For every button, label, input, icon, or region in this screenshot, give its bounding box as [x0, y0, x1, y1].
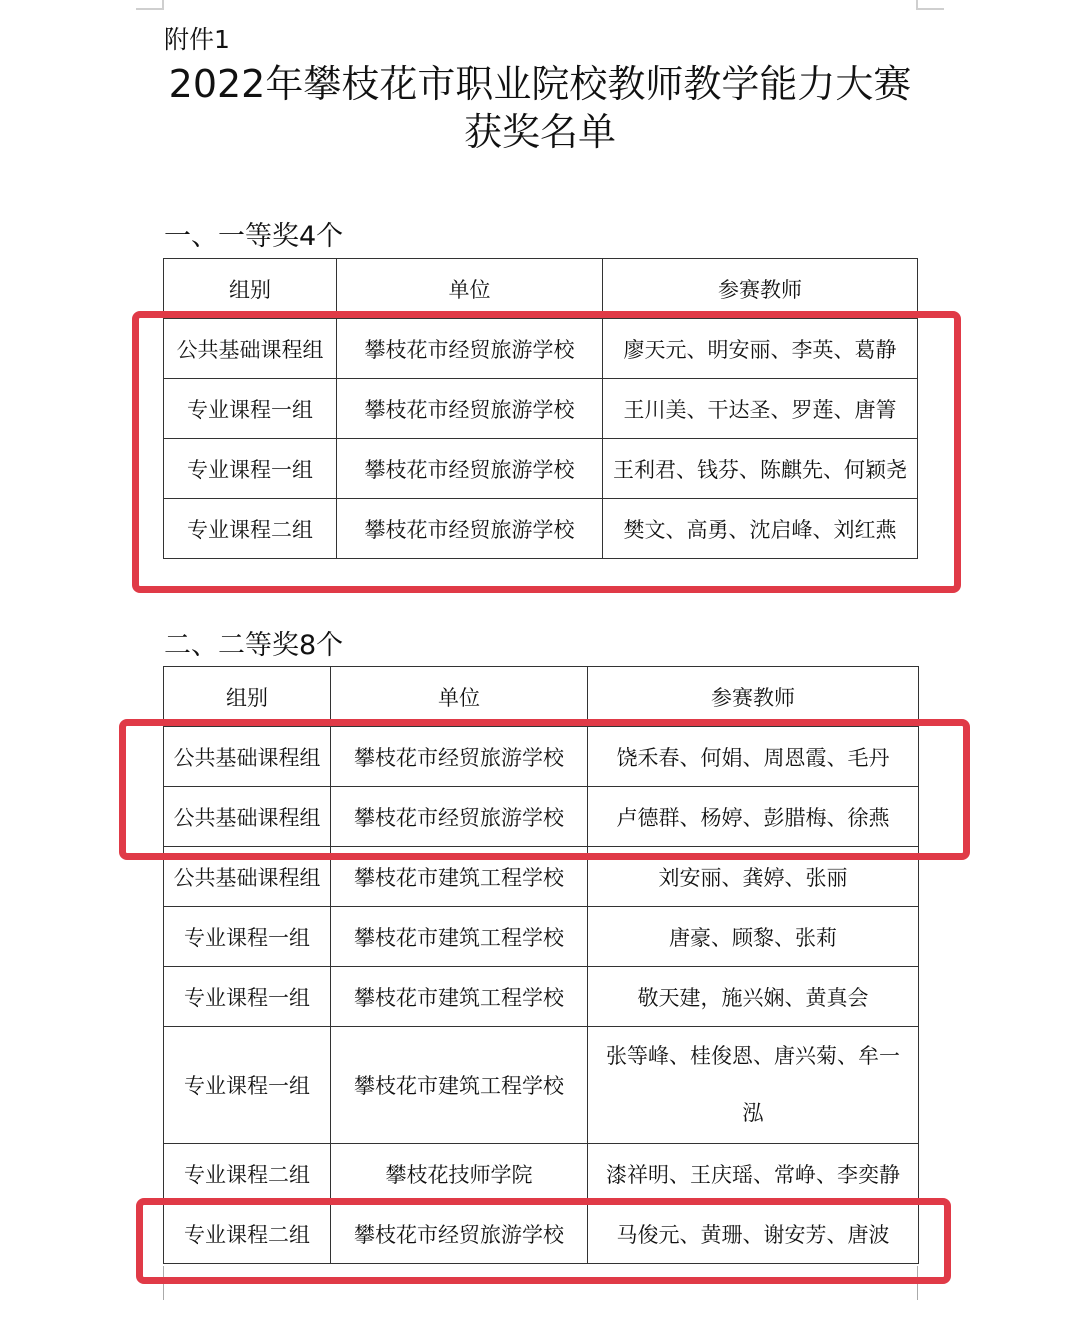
cell-group: 公共基础课程组 [164, 787, 331, 847]
cell-group: 公共基础课程组 [164, 847, 331, 907]
cell-group: 专业课程一组 [164, 967, 331, 1027]
table-row [164, 499, 918, 559]
cell-teachers: 王利君、钱芬、陈麒先、何颖尧 [603, 439, 918, 499]
cell-group: 专业课程一组 [164, 379, 337, 439]
cell-teachers: 刘安丽、龚婷、张丽 [588, 847, 919, 907]
column-header-unit: 单位 [331, 667, 588, 727]
cell-teachers: 敬天建，施兴娴、黄真会 [588, 967, 919, 1027]
cell-teachers: 漆祥明、王庆瑶、常峥、李奕静 [588, 1144, 919, 1204]
second-prize-table [163, 666, 919, 1264]
cell-unit: 攀枝花市经贸旅游学校 [337, 439, 603, 499]
column-header-group: 组别 [164, 259, 337, 319]
column-header-teachers: 参赛教师 [603, 259, 918, 319]
column-header-unit: 单位 [337, 259, 603, 319]
table-row [164, 787, 919, 847]
table-row [164, 379, 918, 439]
section-heading-first-prize: 一、一等奖4个 [164, 221, 344, 252]
document-title-line2: 获奖名单 [463, 110, 616, 154]
table-header-row [164, 259, 918, 319]
table-continuation-line-right [917, 1266, 918, 1300]
document-title-line1: 2022年攀枝花市职业院校教师教学能力大赛 [168, 62, 912, 106]
table-row [164, 1204, 919, 1264]
cell-unit: 攀枝花市建筑工程学校 [331, 1027, 588, 1144]
section-heading-second-prize: 二、二等奖8个 [164, 630, 344, 661]
cell-teachers: 唐豪、顾黎、张莉 [588, 907, 919, 967]
cell-unit: 攀枝花市经贸旅游学校 [331, 1204, 588, 1264]
cell-unit: 攀枝花市建筑工程学校 [331, 847, 588, 907]
cell-group: 专业课程一组 [164, 439, 337, 499]
table-continuation-line-left [163, 1266, 164, 1300]
page-corner-mark-left [136, 0, 164, 10]
table-row [164, 439, 918, 499]
column-header-group: 组别 [164, 667, 331, 727]
cell-unit: 攀枝花市经贸旅游学校 [337, 319, 603, 379]
cell-group: 专业课程二组 [164, 1204, 331, 1264]
cell-group: 专业课程二组 [164, 499, 337, 559]
cell-unit: 攀枝花市经贸旅游学校 [331, 727, 588, 787]
cell-teachers: 饶禾春、何娟、周恩霞、毛丹 [588, 727, 919, 787]
table-header-row [164, 667, 919, 727]
cell-teachers: 王川美、干达圣、罗莲、唐箐 [603, 379, 918, 439]
table-row [164, 907, 919, 967]
cell-teachers: 卢德群、杨婷、彭腊梅、徐燕 [588, 787, 919, 847]
table-row [164, 1027, 919, 1144]
cell-teachers: 廖天元、明安丽、李英、葛静 [603, 319, 918, 379]
cell-group: 专业课程一组 [164, 907, 331, 967]
page-corner-mark-right [916, 0, 944, 10]
cell-unit: 攀枝花市建筑工程学校 [331, 907, 588, 967]
table-row [164, 319, 918, 379]
cell-unit: 攀枝花市经贸旅游学校 [337, 379, 603, 439]
cell-group: 专业课程一组 [164, 1027, 331, 1144]
first-prize-table [163, 258, 918, 559]
cell-group: 公共基础课程组 [164, 319, 337, 379]
attachment-label: 附件1 [164, 25, 230, 54]
cell-unit: 攀枝花市建筑工程学校 [331, 967, 588, 1027]
table-row [164, 967, 919, 1027]
cell-unit: 攀枝花市经贸旅游学校 [331, 787, 588, 847]
cell-group: 公共基础课程组 [164, 727, 331, 787]
table-row [164, 847, 919, 907]
cell-unit: 攀枝花市经贸旅游学校 [337, 499, 603, 559]
cell-teachers: 张等峰、桂俊恩、唐兴菊、牟一泓 [588, 1027, 919, 1144]
table-row [164, 1144, 919, 1204]
cell-unit: 攀枝花技师学院 [331, 1144, 588, 1204]
cell-teachers: 樊文、高勇、沈启峰、刘红燕 [603, 499, 918, 559]
column-header-teachers: 参赛教师 [588, 667, 919, 727]
cell-teachers: 马俊元、黄珊、谢安芳、唐波 [588, 1204, 919, 1264]
table-row [164, 727, 919, 787]
cell-group: 专业课程二组 [164, 1144, 331, 1204]
